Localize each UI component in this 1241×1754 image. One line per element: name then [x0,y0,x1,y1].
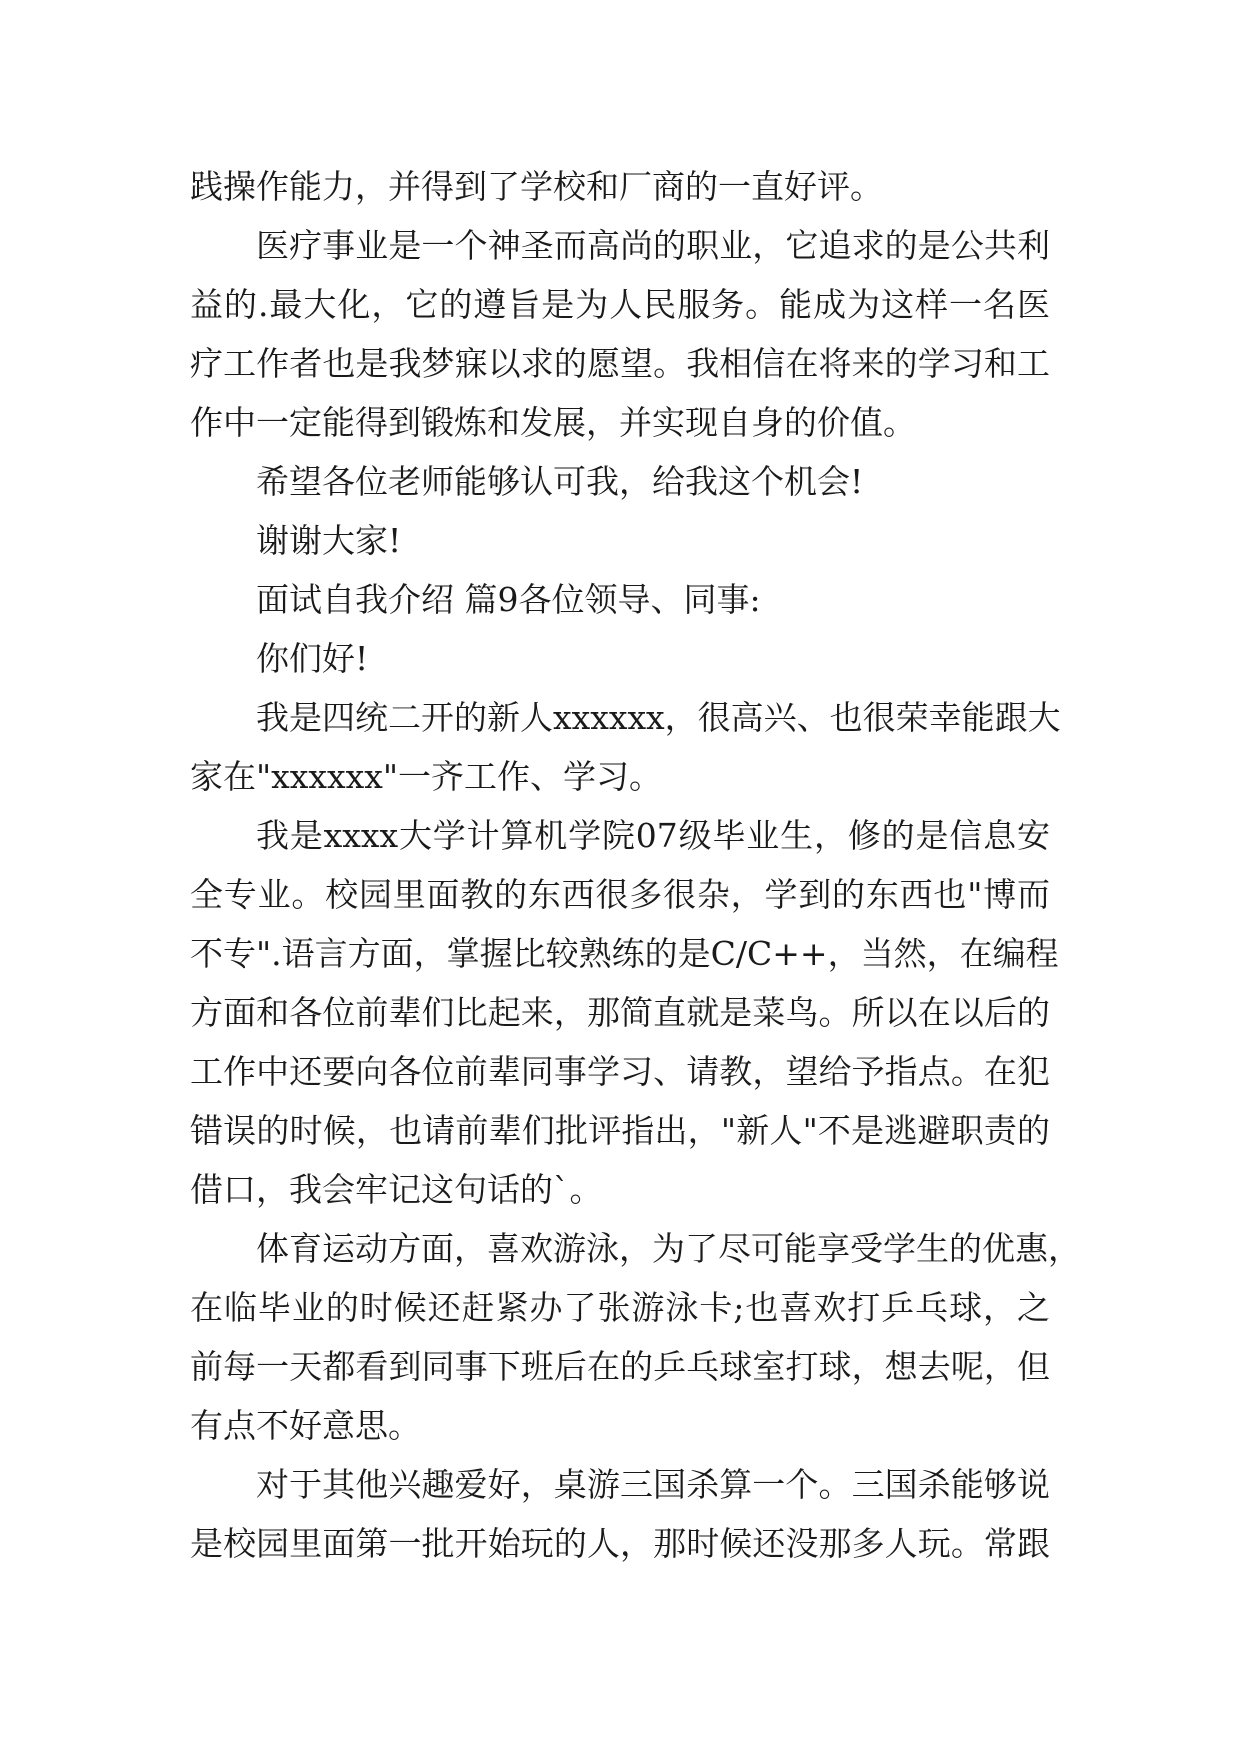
text-line: 希望各位老师能够认可我，给我这个机会! [256,462,864,501]
text-line: 借口，我会牢记这句话的`。 [190,1170,603,1209]
document-body [190,157,1081,1573]
text-line: 医疗事业是一个神圣而高尚的职业，它追求的是公共利 [256,226,1050,265]
text-line: 对于其他兴趣爱好，桌游三国杀算一个。三国杀能够说 [256,1465,1050,1504]
text-line: 我是四统二开的新人xxxxxx，很高兴、也很荣幸能跟大 [256,698,1061,737]
text-line: 作中一定能得到锻炼和发展，并实现自身的价值。 [190,403,916,442]
text-line: 不专".语言方面，掌握比较熟练的是C/C++，当然，在编程 [190,934,1059,973]
text-line: 疗工作者也是我梦寐以求的愿望。我相信在将来的学习和工 [190,344,1050,383]
text-line: 践操作能力，并得到了学校和厂商的一直好评。 [190,167,883,206]
text-line: 在临毕业的时候还赶紧办了张游泳卡;也喜欢打乒乓球，之 [190,1288,1050,1327]
text-line: 我是xxxx大学计算机学院07级毕业生，修的是信息安 [256,816,1050,855]
text-line: 方面和各位前辈们比起来，那简直就是菜鸟。所以在以后的 [190,993,1050,1032]
text-line: 错误的时候，也请前辈们批评指出，"新人"不是逃避职责的 [190,1111,1050,1150]
text-line: 有点不好意思。 [190,1406,421,1445]
text-line: 益的.最大化，它的遵旨是为人民服务。能成为这样一名医 [190,285,1050,324]
text-line: 你们好! [256,639,369,678]
text-line: 全专业。校园里面教的东西很多很杂，学到的东西也"博而 [190,875,1050,914]
text-line: 体育运动方面，喜欢游泳，为了尽可能享受学生的优惠， [256,1229,1081,1268]
text-line: 面试自我介绍 篇9各位领导、同事: [256,580,761,619]
text-line: 是校园里面第一批开始玩的人，那时候还没那多人玩。常跟 [190,1524,1050,1563]
text-line: 前每一天都看到同事下班后在的乒乓球室打球，想去呢，但 [190,1347,1050,1386]
text-line: 工作中还要向各位前辈同事学习、请教，望给予指点。在犯 [190,1052,1050,1091]
text-line: 家在"xxxxxx"一齐工作、学习。 [190,757,663,796]
text-line: 谢谢大家! [256,521,402,560]
